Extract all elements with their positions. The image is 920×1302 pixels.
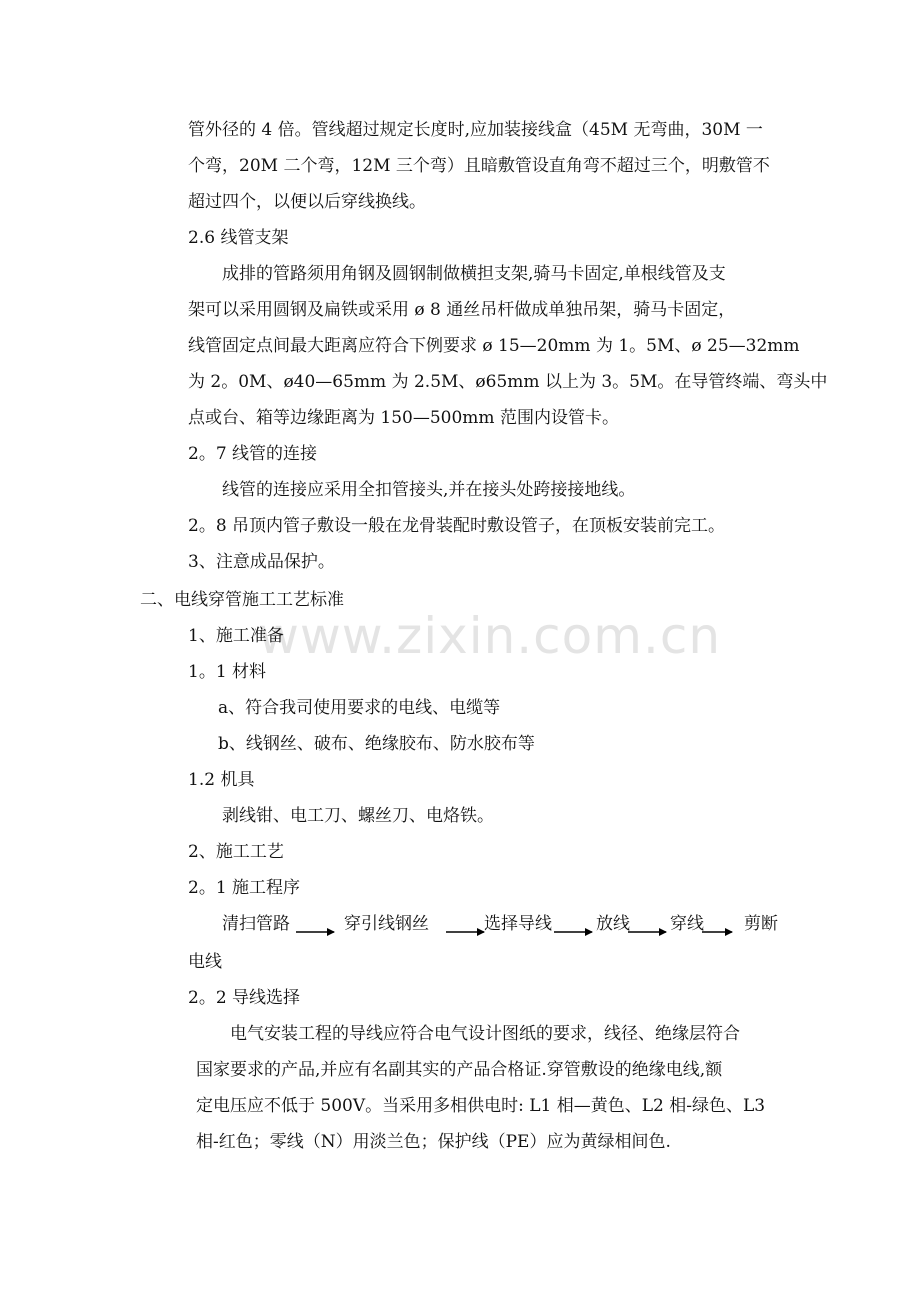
body-line: 点或台、箱等边缘距离为 150—500mm 范围内设管卡。 <box>188 408 619 428</box>
body-line: 2。8 吊顶内管子敷设一般在龙骨装配时敷设管子，在顶板安装前完工。 <box>188 516 726 536</box>
list-item: b、线钢丝、破布、绝缘胶布、防水胶布等 <box>218 734 535 754</box>
body-line: 电线 <box>188 952 222 972</box>
flow-step: 选择导线 <box>484 914 552 934</box>
section-heading: 2.6 线管支架 <box>188 228 289 248</box>
flow-step: 穿引线钢丝 <box>344 914 429 934</box>
body-line: 管外径的 4 倍。管线超过规定长度时,应加装接线盒（45M 无弯曲，30M 一 <box>188 120 763 140</box>
chapter-heading: 二、电线穿管施工工艺标准 <box>140 590 344 610</box>
body-line: 电气安装工程的导线应符合电气设计图纸的要求，线径、绝缘层符合 <box>230 1024 740 1044</box>
body-line: 相-红色；零线（N）用淡兰色；保护线（PE）应为黄绿相间色. <box>196 1132 671 1152</box>
body-line: 为 2。0M、ø40—65mm 为 2.5M、ø65mm 以上为 3。5M。在导管终端、弯头中 <box>188 372 828 392</box>
flow-step: 放线 <box>596 914 630 934</box>
flow-step: 穿线 <box>670 914 704 934</box>
section-heading: 2。7 线管的连接 <box>188 444 318 464</box>
body-line: 剥线钳、电工刀、螺丝刀、电烙铁。 <box>222 806 494 826</box>
watermark: www.zixin.com.cn <box>258 607 722 665</box>
flow-step: 清扫管路 <box>222 914 290 934</box>
body-line: 成排的管路须用角钢及圆钢制做横担支架,骑马卡固定,单根线管及支 <box>222 264 726 284</box>
section-heading: 1。1 材料 <box>188 662 267 682</box>
body-line: 线管固定点间最大距离应符合下例要求 ø 15—20mm 为 1。5M、ø 25—32mm <box>188 336 800 356</box>
body-line: 个弯，20M 二个弯，12M 三个弯）且暗敷管设直角弯不超过三个，明敷管不 <box>188 156 770 176</box>
process-flow <box>222 912 782 938</box>
section-heading: 2。2 导线选择 <box>188 988 301 1008</box>
section-heading: 2、施工工艺 <box>188 842 284 862</box>
body-line: 线管的连接应采用全扣管接头,并在接头处跨接接地线。 <box>222 480 636 500</box>
body-line: 国家要求的产品,并应有名副其实的产品合格证.穿管敷设的绝缘电线,额 <box>196 1060 723 1080</box>
section-heading: 1、施工准备 <box>188 626 284 646</box>
body-line: 超过四个，以便以后穿线换线。 <box>188 192 426 212</box>
section-heading: 3、注意成品保护。 <box>188 552 335 572</box>
body-line: 定电压应不低于 500V。当采用多相供电时: L1 相—黄色、L2 相-绿色、L3 <box>196 1096 766 1116</box>
section-heading: 1.2 机具 <box>188 770 255 790</box>
body-line: 架可以采用圆钢及扁铁或采用 ø 8 通丝吊杆做成单独吊架，骑马卡固定， <box>188 300 736 320</box>
flow-step: 剪断 <box>744 914 778 934</box>
list-item: a、符合我司使用要求的电线、电缆等 <box>218 698 501 718</box>
section-heading: 2。1 施工程序 <box>188 878 301 898</box>
